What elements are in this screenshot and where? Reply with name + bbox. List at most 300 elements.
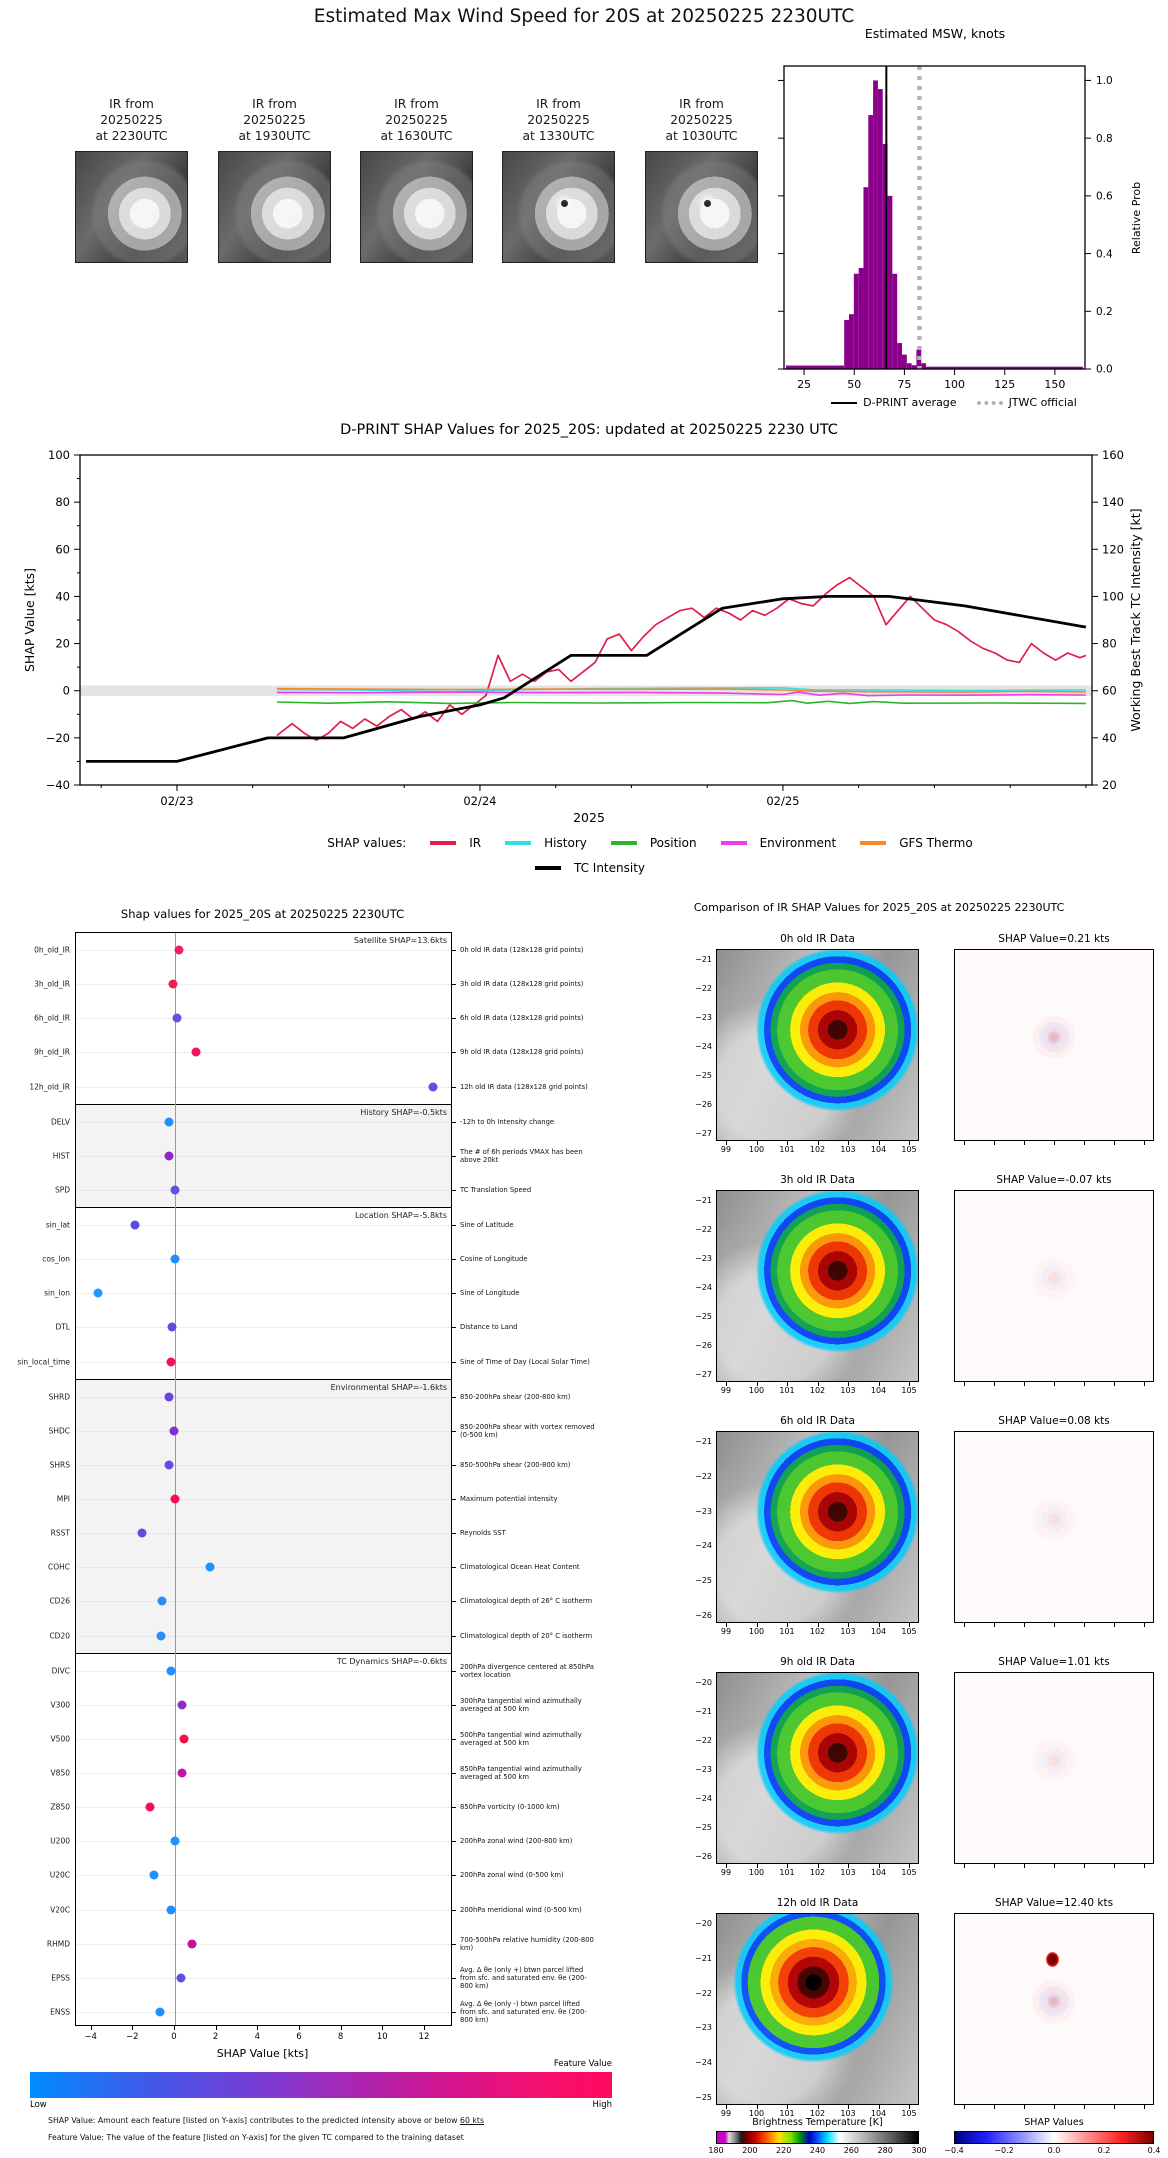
shap-dotplot-panel	[0, 895, 660, 2158]
feature-description: 200hPa meridional wind (0-500 km)	[460, 1905, 582, 1914]
ir-data-map	[716, 1913, 919, 2105]
line-swatch-icon	[535, 866, 561, 870]
xtick-label: 99	[720, 1868, 732, 1877]
ytick-right: 80	[1102, 636, 1117, 651]
msw-histogram-chart	[740, 22, 1168, 394]
xaxis-tick	[1144, 1864, 1145, 1868]
bt-tick-label: 260	[843, 2146, 859, 2155]
shap-dot	[191, 1048, 200, 1057]
histogram-bar	[868, 115, 873, 369]
feature-row	[42, 1242, 528, 1276]
shap-dot	[156, 2007, 165, 2016]
xtick-label: 02/23	[160, 794, 194, 808]
feature-description: 200hPa zonal wind (0-500 km)	[460, 1871, 564, 1880]
shap-dot	[167, 1323, 176, 1332]
caption-line: IR from	[679, 97, 724, 111]
group-shap-label: Location SHAP=-5.8kts	[354, 1211, 447, 1220]
timeseries-legend-row1	[130, 836, 1168, 850]
ytick-label: −24	[695, 1541, 712, 1551]
brightness-temp-colorbar-label: Brightness Temperature [K]	[752, 2117, 883, 2128]
colorbar-low-label: Low	[30, 2100, 47, 2110]
row-gridline	[76, 1773, 451, 1774]
ytick-right: 140	[1102, 495, 1124, 510]
xaxis-tick	[174, 2025, 175, 2030]
shap-map-title: SHAP Value=0.21 kts	[998, 933, 1110, 945]
xtick-label: −4	[84, 2032, 97, 2042]
feature-description: Cosine of Longitude	[460, 1255, 528, 1264]
ir-satellite-image	[502, 151, 615, 263]
ytick-label: −26	[695, 1852, 712, 1861]
row-gridline	[76, 1807, 451, 1808]
legend-label: History	[544, 836, 587, 850]
line-swatch-icon	[611, 841, 637, 844]
shap-value-map	[954, 1913, 1154, 2105]
feature-description: Climatological Ocean Heat Content	[460, 1563, 580, 1572]
xtick-label: 101	[779, 1386, 795, 1395]
ytick-right: 100	[1102, 589, 1124, 604]
feature-row	[34, 1001, 584, 1035]
line-swatch-icon	[430, 841, 456, 844]
xtick-label: 103	[840, 1868, 856, 1877]
row-tick	[451, 1225, 456, 1226]
xaxis-tick	[216, 2025, 217, 2030]
row-gridline	[76, 1018, 451, 1019]
xaxis-tick	[382, 2025, 383, 2030]
shap-dot	[175, 946, 184, 955]
ir-thumbnail	[212, 96, 337, 263]
feature-name-label: 12h_old_IR	[29, 1082, 70, 1092]
feature-row	[46, 1927, 594, 1961]
feature-name-label: DIVC	[51, 1666, 70, 1676]
xaxis-tick	[1054, 1864, 1055, 1868]
ytick-label: 0.0	[1096, 363, 1113, 376]
shap-dot	[145, 1803, 154, 1812]
row-tick	[451, 1465, 456, 1466]
row-tick	[451, 1397, 456, 1398]
row-tick	[451, 1705, 456, 1706]
colorbar-high-label: High	[592, 2100, 612, 2110]
feature-description: 12h old IR data (128x128 grid points)	[460, 1082, 588, 1091]
row-gridline	[76, 1259, 451, 1260]
shap-map-title: SHAP Value=0.08 kts	[998, 1415, 1110, 1427]
xtick-label: 101	[779, 1868, 795, 1877]
ytick-label: −22	[695, 984, 712, 993]
sv-tick-label: 0.4	[1147, 2146, 1161, 2155]
shap-value-map	[954, 1672, 1154, 1864]
feature-row	[49, 1584, 593, 1618]
xaxis-tick	[1084, 1382, 1085, 1386]
row-gridline	[76, 984, 451, 985]
shap-map-title: SHAP Value=1.01 kts	[998, 1656, 1110, 1668]
xaxis-tick	[1054, 1623, 1055, 1627]
feature-name-label: SHRS	[49, 1460, 70, 1470]
ir-data-map	[716, 1431, 919, 1623]
xaxis-tick	[994, 1141, 995, 1145]
row-gridline	[76, 1293, 451, 1294]
row-gridline	[76, 1156, 451, 1157]
feature-row	[52, 1139, 583, 1173]
ytick-label: −21	[695, 1196, 712, 1205]
sv-tick-label: −0.2	[994, 2146, 1014, 2155]
row-gridline	[76, 1567, 451, 1568]
hist-ylabel: Relative Prob	[1130, 181, 1143, 255]
sv-tick-label: 0.2	[1097, 2146, 1111, 2155]
row-gridline	[76, 1875, 451, 1876]
xtick-label: 100	[748, 1386, 765, 1395]
footnote-feature-value	[48, 2133, 464, 2142]
row-gridline	[76, 1465, 451, 1466]
ytick-label: −23	[695, 1506, 712, 1516]
feature-name-label: sin_local_time	[17, 1357, 70, 1367]
feature-name-label: U200	[50, 1836, 70, 1846]
xtick-label: 105	[901, 1868, 917, 1877]
ir-thumbnail-strip	[0, 96, 780, 296]
caption-line: 20250225	[385, 113, 448, 128]
xaxis-tick	[964, 1382, 965, 1386]
shap-timeseries-panel	[10, 416, 1168, 888]
feature-row	[56, 1482, 558, 1516]
xtick-label: 100	[748, 1868, 765, 1877]
xtick-label: 99	[720, 2109, 732, 2118]
ir-thumbnail	[496, 96, 621, 263]
xaxis-tick	[1024, 1382, 1025, 1386]
feature-group	[17, 1207, 590, 1379]
legend-item-environment	[721, 836, 837, 850]
ytick-label: −22	[695, 1736, 712, 1745]
feature-name-label: DELV	[51, 1117, 70, 1127]
row-tick	[451, 1533, 456, 1534]
feature-description: 850-200hPa shear (200-800 km)	[460, 1392, 571, 1401]
histogram-bar	[878, 89, 883, 369]
xtick-label: 0	[171, 2032, 177, 2042]
bt-tick-label: 240	[809, 2146, 826, 2155]
xaxis-tick	[994, 1864, 995, 1868]
group-shap-label: History SHAP=-0.5kts	[360, 1107, 447, 1117]
xtick-label: 104	[870, 1145, 887, 1154]
ir-data-map	[716, 1672, 919, 1864]
xtick-label: 100	[944, 378, 966, 391]
ytick-label: 0.8	[1096, 132, 1113, 145]
row-tick	[451, 1910, 456, 1911]
ir-shap-comparison-panel	[590, 895, 1168, 2158]
feature-description: Maximum potential intensity	[460, 1495, 558, 1504]
ytick-label: −21	[695, 955, 712, 964]
shap-dot	[137, 1529, 146, 1538]
feature-row	[47, 1550, 580, 1584]
feature-description: 300hPa tangential wind azimuthally averaged at 500 km	[460, 1696, 582, 1713]
xtick-label: 99	[720, 1386, 732, 1395]
feature-row	[44, 1276, 520, 1310]
xaxis-tick	[964, 1141, 965, 1145]
xaxis-tick	[132, 2025, 133, 2030]
xaxis-tick	[1144, 1141, 1145, 1145]
row-gridline	[76, 1705, 451, 1706]
feature-name-label: CD20	[49, 1631, 70, 1641]
xaxis-tick	[994, 1623, 995, 1627]
feature-description: -12h to 0h Intensity change	[460, 1117, 555, 1126]
xtick-label: 104	[870, 2109, 887, 2118]
feature-row	[50, 1790, 560, 1824]
row-tick	[451, 1841, 456, 1842]
row-tick	[451, 1293, 456, 1294]
feature-row	[34, 1035, 584, 1069]
line-swatch-icon	[860, 841, 886, 844]
feature-row	[50, 1688, 582, 1722]
ytick-label: −25	[695, 1071, 712, 1080]
shap-dot	[164, 1117, 173, 1126]
row-tick	[451, 1978, 456, 1979]
ir-thumbnail-caption	[69, 96, 194, 145]
ytick-label: −23	[695, 2023, 712, 2033]
ir-map-title: 0h old IR Data	[780, 933, 855, 945]
xtick-label: 12	[418, 2032, 430, 2042]
ytick-left: 40	[55, 589, 70, 604]
xaxis-tick	[341, 2025, 342, 2030]
caption-line: IR from	[109, 97, 154, 111]
ytick-label: 1.0	[1096, 75, 1113, 88]
legend-item-gfs-thermo	[860, 836, 973, 850]
shap-dot	[157, 1631, 166, 1640]
xaxis-tick	[1144, 1382, 1145, 1386]
feature-description: 700-500hPa relative humidity (200-800 km)	[460, 1935, 594, 1952]
legend-item-tc-intensity	[535, 861, 645, 875]
ir-satellite-image	[360, 151, 473, 263]
row-gridline	[76, 1978, 451, 1979]
bt-tick-label: 180	[708, 2146, 724, 2155]
axes-frame	[80, 455, 1092, 785]
shap-dot	[164, 1151, 173, 1160]
xtick-label: 101	[779, 1145, 795, 1154]
ytick-right: 20	[1102, 778, 1117, 792]
caption-line: 20250225	[527, 113, 590, 128]
row-gridline	[76, 950, 451, 951]
row-gridline	[76, 1327, 451, 1328]
xtick-label: 150	[1044, 378, 1066, 391]
sv-tick-label: 0.0	[1047, 2146, 1061, 2155]
xtick-label: 99	[720, 1145, 732, 1154]
feature-description: 850hPa tangential wind azimuthally averaged at 500 km	[460, 1765, 582, 1782]
row-tick	[451, 950, 456, 951]
axes-frame	[784, 66, 1085, 369]
histogram-title: Estimated MSW, knots	[864, 26, 1006, 41]
shap-dot	[170, 1837, 179, 1846]
feature-name-label: V20C	[50, 1905, 70, 1915]
ytick-label: −21	[695, 1953, 712, 1963]
row-gridline	[76, 1087, 451, 1088]
caption-line: 20250225	[100, 113, 163, 128]
msw-histogram-panel	[740, 22, 1168, 424]
ir-map-title: 6h old IR Data	[780, 1415, 855, 1427]
row-tick	[451, 1362, 456, 1363]
row-tick	[451, 1122, 456, 1123]
feature-description: Climatological depth of 20° C isotherm	[460, 1631, 593, 1640]
ytick-label: 0.6	[1096, 190, 1113, 203]
feature-group	[51, 1104, 583, 1207]
feature-name-label: sin_lat	[45, 1220, 70, 1230]
legend-label: IR	[469, 836, 482, 850]
series-position	[277, 701, 1086, 704]
xtick-label: 104	[870, 1868, 887, 1877]
footnote-text: SHAP Value: Amount each feature [listed on Y-axis] contributes to the predicted intensity above or below	[48, 2116, 460, 2125]
ytick-label: −22	[695, 1225, 712, 1234]
xaxis-tick	[1114, 1382, 1115, 1386]
shap-dot	[429, 1082, 438, 1091]
ir-thumbnail	[69, 96, 194, 263]
caption-line: at 2230UTC	[95, 129, 168, 144]
histogram-bar	[888, 196, 893, 369]
shap-timeseries-chart	[10, 416, 1168, 808]
feature-row	[49, 1858, 564, 1892]
row-tick	[451, 1156, 456, 1157]
ytick-label: −23	[695, 1765, 712, 1774]
histogram-bar	[902, 355, 907, 369]
ir-thumbnail-caption	[496, 96, 621, 145]
solid-line-icon	[831, 402, 857, 404]
xaxis-tick	[1144, 2105, 1145, 2109]
shap-dot	[158, 1597, 167, 1606]
ytick-label: −26	[695, 1341, 712, 1350]
ir-data-map	[716, 1190, 919, 1382]
xaxis-tick	[1144, 1623, 1145, 1627]
ytick-label: −27	[695, 1129, 712, 1138]
ytick-right: 60	[1102, 683, 1117, 698]
feature-value-label: Feature Value	[553, 2059, 612, 2069]
xtick-label: 100	[748, 1145, 765, 1154]
xtick-label: 02/25	[766, 794, 800, 808]
xaxis-tick	[299, 2025, 300, 2030]
xaxis-tick	[1084, 1141, 1085, 1145]
xaxis-tick	[964, 1623, 965, 1627]
histogram-bar	[873, 80, 878, 369]
group-shap-label: Environmental SHAP=-1.6kts	[330, 1382, 447, 1392]
feature-row	[50, 1893, 582, 1927]
xaxis-tick	[1054, 2105, 1055, 2109]
comparison-title: Comparison of IR SHAP Values for 2025_20S at 20250225 2230UTC	[693, 901, 1065, 914]
feature-name-label: DTL	[55, 1322, 70, 1332]
xaxis-tick	[424, 2025, 425, 2030]
xtick-label: 103	[840, 1627, 856, 1636]
histogram-legend	[740, 396, 1168, 409]
feature-name-label: V850	[50, 1768, 70, 1778]
group-shap-label: TC Dynamics SHAP=-0.6kts	[336, 1656, 447, 1666]
row-tick	[451, 1601, 456, 1602]
xaxis-tick	[994, 2105, 995, 2109]
feature-name-label: RHMD	[46, 1939, 70, 1949]
ytick-left: −20	[45, 730, 70, 745]
caption-line: at 1030UTC	[665, 129, 738, 144]
histogram-bar	[859, 268, 864, 369]
feature-name-label: ENSS	[50, 2007, 70, 2017]
histogram-bar	[907, 363, 912, 369]
ir-map-title: 12h old IR Data	[776, 1897, 859, 1909]
row-gridline	[76, 1671, 451, 1672]
feature-description: 850-500hPa shear (200-800 km)	[460, 1460, 571, 1469]
caption-line: at 1630UTC	[380, 129, 453, 144]
row-tick	[451, 1431, 456, 1432]
page-title: Estimated Max Wind Speed for 20S at 20250225 2230UTC	[313, 6, 855, 27]
xtick-label: 10	[376, 2032, 388, 2042]
ir-map-title: 9h old IR Data	[780, 1656, 855, 1668]
feature-value-colorbar	[30, 2072, 612, 2098]
row-gridline	[76, 1739, 451, 1740]
shap-dot	[170, 1495, 179, 1504]
xtick-label: 100	[748, 2109, 765, 2118]
row-tick	[451, 1773, 456, 1774]
xaxis-tick	[1024, 1623, 1025, 1627]
xtick-label: 102	[809, 1386, 826, 1395]
feature-group	[46, 1653, 594, 2029]
feature-description: 6h old IR data (128x128 grid points)	[460, 1014, 584, 1023]
ytick-label: −22	[695, 1988, 712, 1998]
feature-description: 3h old IR data (128x128 grid points)	[460, 980, 584, 989]
feature-description: 850-200hPa shear with vortex removed (0-500 km)	[460, 1422, 595, 1439]
row-tick	[451, 1259, 456, 1260]
xaxis-tick	[257, 2025, 258, 2030]
line-swatch-icon	[721, 841, 747, 844]
legend-label: JTWC official	[1008, 396, 1077, 409]
shap-dot	[180, 1734, 189, 1743]
row-gridline	[76, 1052, 451, 1053]
xtick-label: −2	[126, 2032, 139, 2042]
feature-row	[50, 1722, 582, 1756]
xaxis-tick	[1024, 1141, 1025, 1145]
feature-description: 500hPa tangential wind azimuthally averaged at 500 km	[460, 1730, 582, 1747]
ytick-label: −20	[695, 1919, 712, 1928]
xtick-label: 50	[847, 378, 862, 391]
row-tick	[451, 1875, 456, 1876]
feature-description: 9h old IR data (128x128 grid points)	[460, 1048, 584, 1057]
feature-name-label: V500	[50, 1734, 70, 1744]
ts-ylabel-left: SHAP Value [kts]	[22, 567, 37, 673]
row-gridline	[76, 1122, 451, 1123]
row-gridline	[76, 1841, 451, 1842]
xtick-label: 105	[901, 1627, 917, 1636]
feature-name-label: SHRD	[48, 1392, 70, 1402]
xaxis-tick	[91, 2025, 92, 2030]
shap-dot	[206, 1563, 215, 1572]
legend-item-ir	[430, 836, 481, 850]
xaxis-tick	[964, 1864, 965, 1868]
shap-value-map	[954, 1190, 1154, 1382]
feature-row	[55, 1310, 518, 1344]
shap-dot	[166, 1357, 175, 1366]
shap-dot	[170, 1185, 179, 1194]
xtick-label: 105	[901, 1386, 917, 1395]
timeseries-title: D-PRINT SHAP Values for 2025_20S: updated at 20250225 2230 UTC	[340, 422, 838, 438]
row-tick	[451, 1087, 456, 1088]
feature-description: 0h old IR data (128x128 grid points)	[460, 946, 584, 955]
dotplot-xlabel: SHAP Value [kts]	[216, 2047, 309, 2060]
ytick-label: −25	[695, 1823, 712, 1832]
ytick-label: −25	[695, 1312, 712, 1321]
legend-label: TC Intensity	[573, 861, 646, 875]
ts-ylabel-right: Working Best Track TC Intensity [kt]	[1128, 508, 1143, 732]
feature-name-label: EPSS	[51, 1973, 70, 1983]
ytick-left: 20	[55, 636, 70, 651]
footnote-shap-value	[48, 2116, 484, 2125]
legend-label: Position	[649, 836, 697, 850]
feature-row	[34, 967, 584, 1001]
shap-map-title: SHAP Value=-0.07 kts	[996, 1174, 1112, 1186]
ytick-left: 100	[48, 448, 70, 462]
feature-name-label: Z850	[50, 1802, 70, 1812]
feature-description: Sine of Time of Day (Local Solar Time)	[460, 1357, 590, 1366]
xtick-label: 102	[809, 1145, 826, 1154]
xtick-label: 8	[337, 2032, 344, 2042]
legend-label: D-PRINT average	[863, 396, 957, 409]
feature-description: TC Translation Speed	[460, 1185, 532, 1194]
xtick-label: 103	[840, 1145, 856, 1154]
